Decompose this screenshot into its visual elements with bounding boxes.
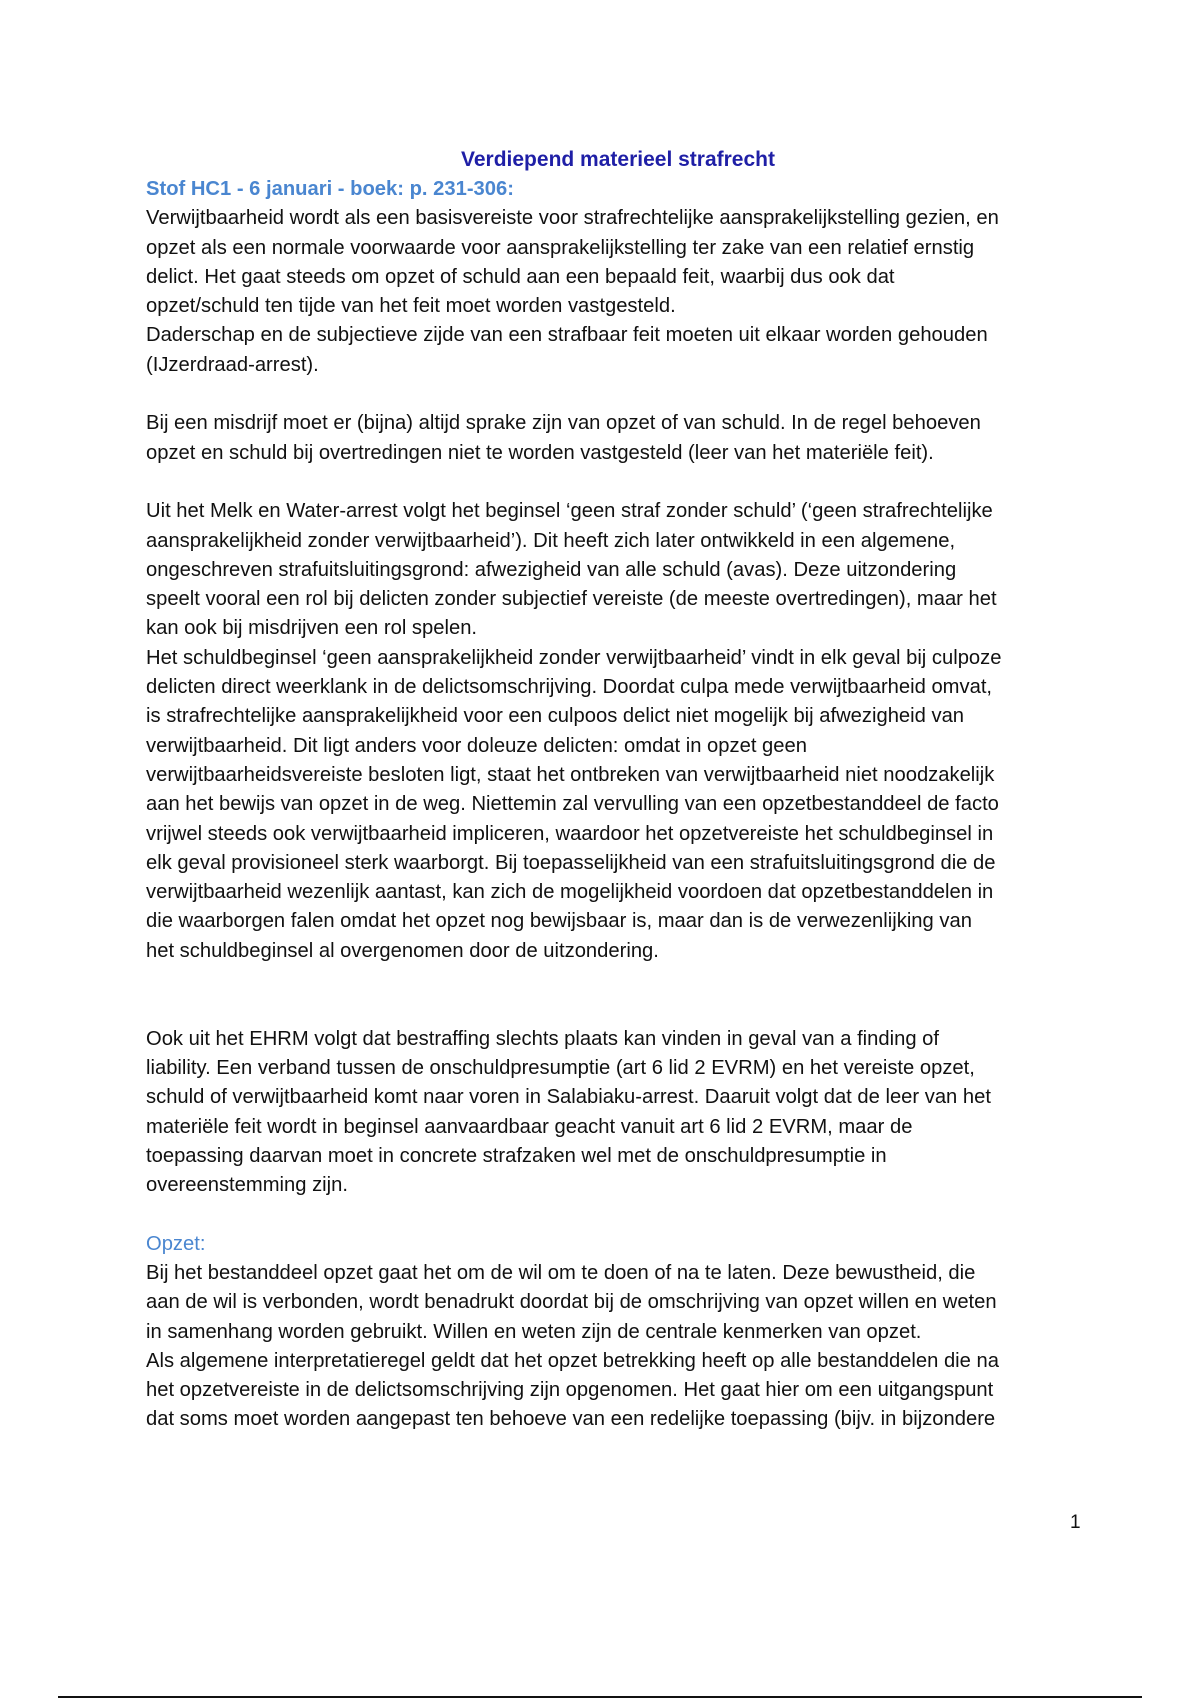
text-line: overeenstemming zijn. (146, 1174, 348, 1197)
text-line: toepassing daarvan moet in concrete strafzaken wel met de onschuldpresumptie in (146, 1144, 887, 1167)
text-line: die waarborgen falen omdat het opzet nog bewijsbaar is, maar dan is de verwezenlijking van (146, 910, 972, 933)
text-line: opzet als een normale voorwaarde voor aansprakelijkstelling ter zake van een relatief ernstig (146, 236, 975, 259)
text-line: schuld of verwijtbaarheid komt naar voren in Salabiaku-arrest. Daaruit volgt dat de leer van het (146, 1086, 991, 1109)
text-line: delicten direct weerklank in de delictsomschrijving. Doordat culpa mede verwijtbaarheid omvat, (146, 676, 993, 699)
page-number: 1 (1070, 1512, 1081, 1533)
text-line: liability. Een verband tussen de onschuldpresumptie (art 6 lid 2 EVRM) en het vereiste opzet, (146, 1056, 975, 1079)
text-line: is strafrechtelijke aansprakelijkheid voor een culpoos delict niet mogelijk bij afwezigheid van (146, 705, 965, 728)
document-body (146, 175, 1086, 1435)
paragraph-schuldbeginsel (146, 644, 1086, 966)
text-line: Ook uit het EHRM volgt dat bestraffing slechts plaats kan vinden in geval van a finding of (146, 1027, 939, 1050)
paragraph-misdrijf (146, 409, 1086, 468)
text-line: Uit het Melk en Water-arrest volgt het beginsel ‘geen straf zonder schuld’ (‘geen strafrechtelijke (146, 500, 993, 523)
text-line: (IJzerdraad-arrest). (146, 353, 319, 376)
text-line: verwijtbaarheid wezenlijk aantast, kan zich de mogelijkheid voordoen dat opzetbestanddelen in (146, 881, 994, 904)
paragraph-daderschap (146, 321, 1086, 380)
text-line: Daderschap en de subjectieve zijde van een strafbaar feit moeten uit elkaar worden gehouden (146, 324, 988, 347)
paragraph-spacer (146, 1200, 1086, 1229)
paragraph-ehrm (146, 1025, 1086, 1201)
paragraph-interpretatieregel (146, 1347, 1086, 1435)
document-subtitle: Stof HC1 - 6 januari - boek: p. 231-306: (146, 178, 514, 200)
paragraph-melk-en-water (146, 497, 1086, 643)
text-line: kan ook bij misdrijven een rol spelen. (146, 617, 478, 640)
text-line: aan de wil is verbonden, wordt benadrukt doordat bij de omschrijving van opzet willen en weten (146, 1291, 997, 1314)
paragraph-verwijtbaarheid (146, 204, 1086, 321)
text-line: Als algemene interpretatieregel geldt dat het opzet betrekking heeft op alle bestanddelen die na (146, 1349, 999, 1372)
text-line: Bij een misdrijf moet er (bijna) altijd sprake zijn van opzet of van schuld. In de regel behoeven (146, 412, 981, 435)
text-line: in samenhang worden gebruikt. Willen en weten zijn de centrale kenmerken van opzet. (146, 1320, 922, 1343)
paragraph-opzet-wil (146, 1259, 1086, 1347)
text-line: materiële feit wordt in beginsel aanvaardbaar geacht vanuit art 6 lid 2 EVRM, maar de (146, 1115, 913, 1138)
text-line: Verwijtbaarheid wordt als een basisvereiste voor strafrechtelijke aansprakelijkstelling gezien, en (146, 207, 999, 230)
text-line: opzet en schuld bij overtredingen niet te worden vastgesteld (leer van het materiële feit). (146, 441, 934, 464)
text-line: verwijtbaarheidsvereiste besloten ligt, staat het ontbreken van verwijtbaarheid niet noodzakelijk (146, 763, 995, 786)
text-line: ongeschreven strafuitsluitingsgrond: afwezigheid van alle schuld (avas). Deze uitzondering (146, 558, 957, 581)
text-line: dat soms moet worden aangepast ten behoeve van een redelijke toepassing (bijv. in bijzondere (146, 1408, 996, 1431)
text-line: het opzetvereiste in de delictsomschrijving zijn opgenomen. Het gaat hier om een uitgangspunt (146, 1379, 994, 1402)
page-bottom-divider (58, 1696, 1142, 1698)
text-line: delict. Het gaat steeds om opzet of schuld aan een bepaald feit, waarbij dus ook dat (146, 265, 895, 288)
paragraph-spacer (146, 380, 1086, 409)
paragraph-spacer (146, 966, 1086, 1025)
text-line: elk geval provisioneel sterk waarborgt. Bij toepasselijkheid van een strafuitsluitingsgrond die de (146, 851, 996, 874)
paragraph-spacer (146, 468, 1086, 497)
text-line: aansprakelijkheid zonder verwijtbaarheid’). Dit heeft zich later ontwikkeld in een algemene, (146, 529, 956, 552)
text-line: vrijwel steeds ook verwijtbaarheid impliceren, waardoor het opzetvereiste het schuldbeginsel in (146, 822, 994, 845)
text-line: Bij het bestanddeel opzet gaat het om de wil om te doen of na te laten. Deze bewustheid, die (146, 1261, 976, 1284)
text-line: aan het bewijs van opzet in de weg. Niettemin zal vervulling van een opzetbestanddeel de facto (146, 793, 999, 816)
text-line: verwijtbaarheid. Dit ligt anders voor doleuze delicten: omdat in opzet geen (146, 734, 807, 757)
text-line: speelt vooral een rol bij delicten zonder subjectief vereiste (de meeste overtredingen), maar het (146, 588, 997, 611)
document-title: Verdiepend materieel strafrecht (461, 148, 775, 171)
section-heading-opzet: Opzet: (146, 1232, 206, 1255)
text-line: Het schuldbeginsel ‘geen aansprakelijkheid zonder verwijtbaarheid’ vindt in elk geval bij culpoze (146, 646, 1002, 669)
text-line: opzet/schuld ten tijde van het feit moet worden vastgesteld. (146, 295, 676, 318)
text-line: het schuldbeginsel al overgenomen door de uitzondering. (146, 939, 659, 962)
